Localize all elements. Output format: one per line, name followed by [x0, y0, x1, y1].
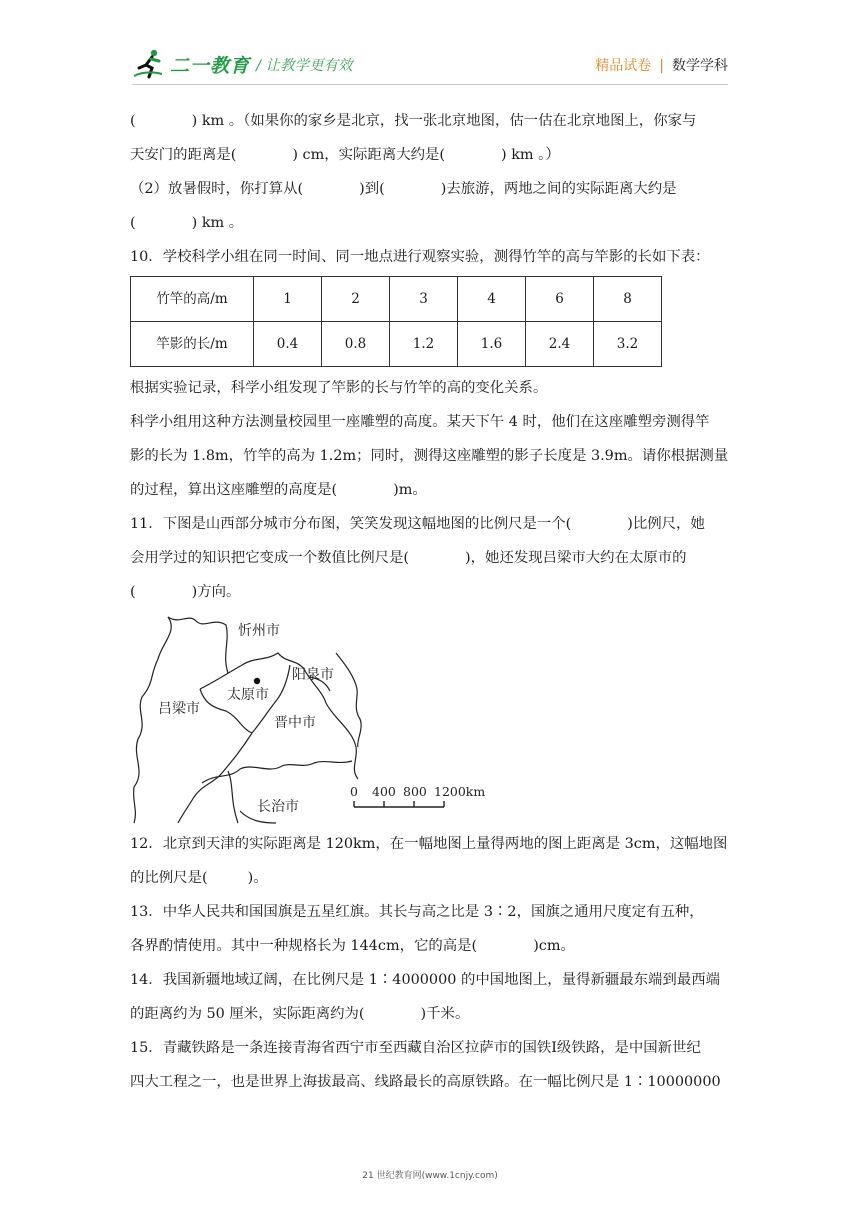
q10-text-2: 科学小组用这种方法测量校园里一座雕塑的高度。某天下午 4 时，他们在这座雕塑旁测得竿: [130, 414, 710, 430]
table-cell: 0.4: [254, 322, 322, 367]
city-label-taiyuan: 太原市: [227, 687, 269, 703]
scale-bar: [354, 801, 444, 807]
header-divider: [132, 84, 728, 85]
q10-text-4: 的过程，算出这座雕塑的高度是( )m。: [130, 482, 427, 498]
city-label-xinzhou: 忻州市: [238, 623, 280, 639]
page-footer: 21 世纪教育网(www.1cnjy.com): [362, 1171, 498, 1181]
runner-logo-icon: [132, 46, 168, 82]
table-cell: 2.4: [526, 322, 594, 367]
row-header: 竿影的长/m: [131, 322, 254, 367]
line-3: （2）放暑假时，你打算从( )到( )去旅游，两地之间的实际距离大约是: [130, 181, 677, 197]
city-label-jinzhong: 晋中市: [274, 715, 316, 731]
page-header: [0, 0, 860, 84]
bamboo-shadow-table: [130, 276, 662, 367]
scale-label: 400: [372, 784, 396, 799]
question-13-line-2: 各界酌情使用。其中一种规格长为 144cm，它的高是( )cm。: [130, 938, 575, 954]
tag-separator: |: [659, 58, 664, 74]
city-label-changzhi: 长治市: [257, 799, 299, 815]
table-cell: 3.2: [594, 322, 662, 367]
question-12: 12．北京到天津的实际距离是 120km，在一幅地图上量得两地的图上距离是 3cm，这幅地图: [130, 836, 728, 852]
table-cell: 2: [322, 277, 390, 322]
question-10: 10．学校科学小组在同一时间、同一地点进行观察实验，测得竹竿的高与竿影的长如下表：: [130, 249, 710, 265]
table-cell: 0.8: [322, 322, 390, 367]
question-11-line-2: 会用学过的知识把它变成一个数值比例尺是( )，她还发现吕梁市大约在太原市的: [130, 550, 687, 566]
row-header: 竹竿的高/m: [131, 277, 254, 322]
scale-label: 800: [403, 784, 427, 799]
line-2: 天安门的距离是( ) cm，实际距离大约是( ) km 。）: [130, 147, 560, 163]
table-cell: 3: [390, 277, 458, 322]
city-label-lvliang: 吕梁市: [158, 701, 200, 717]
table-cell: 8: [594, 277, 662, 322]
logo-text: 二一教育: [170, 54, 251, 77]
question-14-line-2: 的距离约为 50 厘米，实际距离约为( )千米。: [130, 1006, 470, 1022]
table-cell: 6: [526, 277, 594, 322]
table-cell: 1: [254, 277, 322, 322]
tag-premium: 精品试卷: [595, 58, 652, 74]
shanxi-city-map: [130, 611, 500, 825]
question-13: 13．中华人民共和国国旗是五星红旗。其长与高之比是 3∶2，国旗之通用尺度定有五种，: [130, 904, 704, 920]
scale-label: 1200km: [434, 784, 486, 799]
question-15: 15．青藏铁路是一条连接青海省西宁市至西藏自治区拉萨市的国铁Ⅰ级铁路，是中国新世纪: [130, 1040, 701, 1056]
question-11-line-3: ( )方向。: [130, 584, 241, 600]
table-row: [131, 277, 662, 322]
question-15-line-2: 四大工程之一，也是世界上海拔最高、线路最长的高原铁路。在一幅比例尺是 1∶10000000: [130, 1074, 721, 1090]
question-12-line-2: 的比例尺是( )。: [130, 870, 268, 886]
document-body: [130, 104, 734, 1099]
table-cell: 4: [458, 277, 526, 322]
table-row: [131, 322, 662, 367]
table-cell: 1.2: [390, 322, 458, 367]
slogan: / 让教学更有效: [256, 58, 353, 74]
logo: [132, 44, 250, 84]
map-drawing: [130, 611, 500, 825]
taiyuan-capital-dot: [254, 678, 260, 684]
tag-subject: 数学学科: [672, 58, 728, 74]
header-tags: [595, 55, 728, 75]
table-cell: 1.6: [458, 322, 526, 367]
line-4: ( ) km 。: [130, 215, 244, 231]
q10-text-1: 根据实验记录，科学小组发现了竿影的长与竹竿的高的变化关系。: [130, 380, 548, 396]
q10-text-3: 影的长为 1.8m，竹竿的高为 1.2m；同时，测得这座雕塑的影子长度是 3.9m。请你根据测量: [130, 448, 729, 464]
question-14: 14．我国新疆地域辽阔，在比例尺是 1∶4000000 的中国地图上，量得新疆最东端到最西端: [130, 972, 720, 988]
line-1: ( ) km 。（如果你的家乡是北京，找一张北京地图，估一估在北京地图上，你家与: [130, 113, 697, 129]
city-label-yangquan: 阳泉市: [292, 667, 334, 683]
question-11: 11．下图是山西部分城市分布图，笑笑发现这幅地图的比例尺是一个( )比例尺，她: [130, 516, 705, 532]
scale-label: 0: [350, 784, 358, 799]
